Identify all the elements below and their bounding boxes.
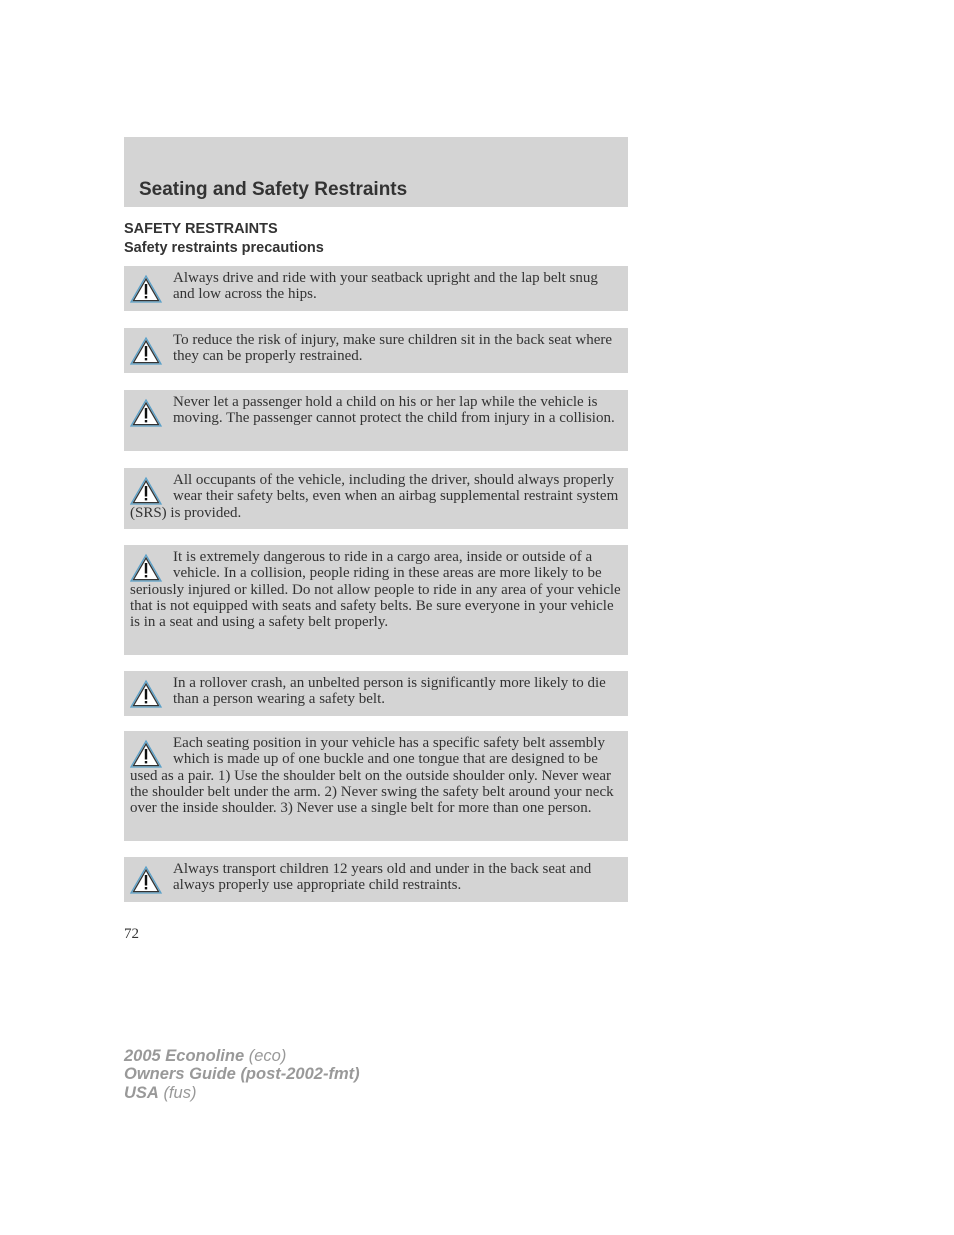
warning-text: Always transport children 12 years old and under in the back seat and always properly use appropriate child restraints. [173,861,592,894]
warning-box [124,857,628,902]
warning-triangle-icon [129,739,163,769]
warning-triangle-icon [129,679,163,709]
warning-box [124,266,628,311]
warning-text: Each seating position in your vehicle has a specific safety belt assembly which is made up of one buckle and one tongue that are designed to be used as a pair. 1) Use the shoulder belt on the outside shoulder only. Never wear the shoulder belt under the arm. 2) Never swing the safety belt around your neck over the inside shoulder. 3) Never use a single belt for more than one person. [130,735,614,817]
warning-text: All occupants of the vehicle, including the driver, should always properly wear their safety belts, even when an airbag supplemental restraint system (SRS) is provided. [130,472,619,521]
footer-model-code: (eco) [248,1047,287,1065]
warning-text: It is extremely dangerous to ride in a cargo area, inside or outside of a vehicle. In a collision, people riding in these areas are more likely to be seriously injured or killed. Do not allow people to ride in any area of your vehicle that is not equipped with seats and safety belts. Be sure everyone in your vehicle is in a seat and using a safety belt properly. [130,549,621,631]
warning-text: In a rollover crash, an unbelted person is significantly more likely to die than a person wearing a safety belt. [173,675,606,708]
footer-market: USA [124,1083,159,1102]
warning-triangle-icon [129,865,163,895]
page-number: 72 [124,926,139,942]
warning-box [124,390,628,451]
warning-text: Always drive and ride with your seatback upright and the lap belt snug and low across the hips. [173,270,598,303]
warning-box [124,731,628,841]
warning-text: To reduce the risk of injury, make sure children sit in the back seat where they can be properly restrained. [173,332,613,365]
warning-triangle-icon [129,553,163,583]
chapter-title: Seating and Safety Restraints [139,179,408,200]
warning-triangle-icon [129,398,163,428]
footer-line-1 [124,1047,360,1065]
warning-box [124,545,628,655]
footer-guide: Owners Guide (post-2002-fmt) [124,1065,360,1084]
warning-text: Never let a passenger hold a child on his or her lap while the vehicle is moving. The passenger cannot protect the child from injury in a collision. [173,394,615,427]
footer-market-code: (fus) [163,1083,197,1102]
warning-box [124,468,628,529]
footer-model: 2005 Econoline [124,1047,245,1065]
warning-triangle-icon [129,476,163,506]
warning-triangle-icon [129,336,163,366]
warning-box [124,671,628,716]
warning-triangle-icon [129,274,163,304]
warning-box [124,328,628,373]
chapter-header-band [124,137,628,207]
document-footer [124,1047,360,1102]
footer-line-3 [124,1084,360,1102]
subsection-title: Safety restraints precautions [124,240,324,256]
footer-line-2 [124,1065,360,1083]
section-title: SAFETY RESTRAINTS [124,221,278,237]
